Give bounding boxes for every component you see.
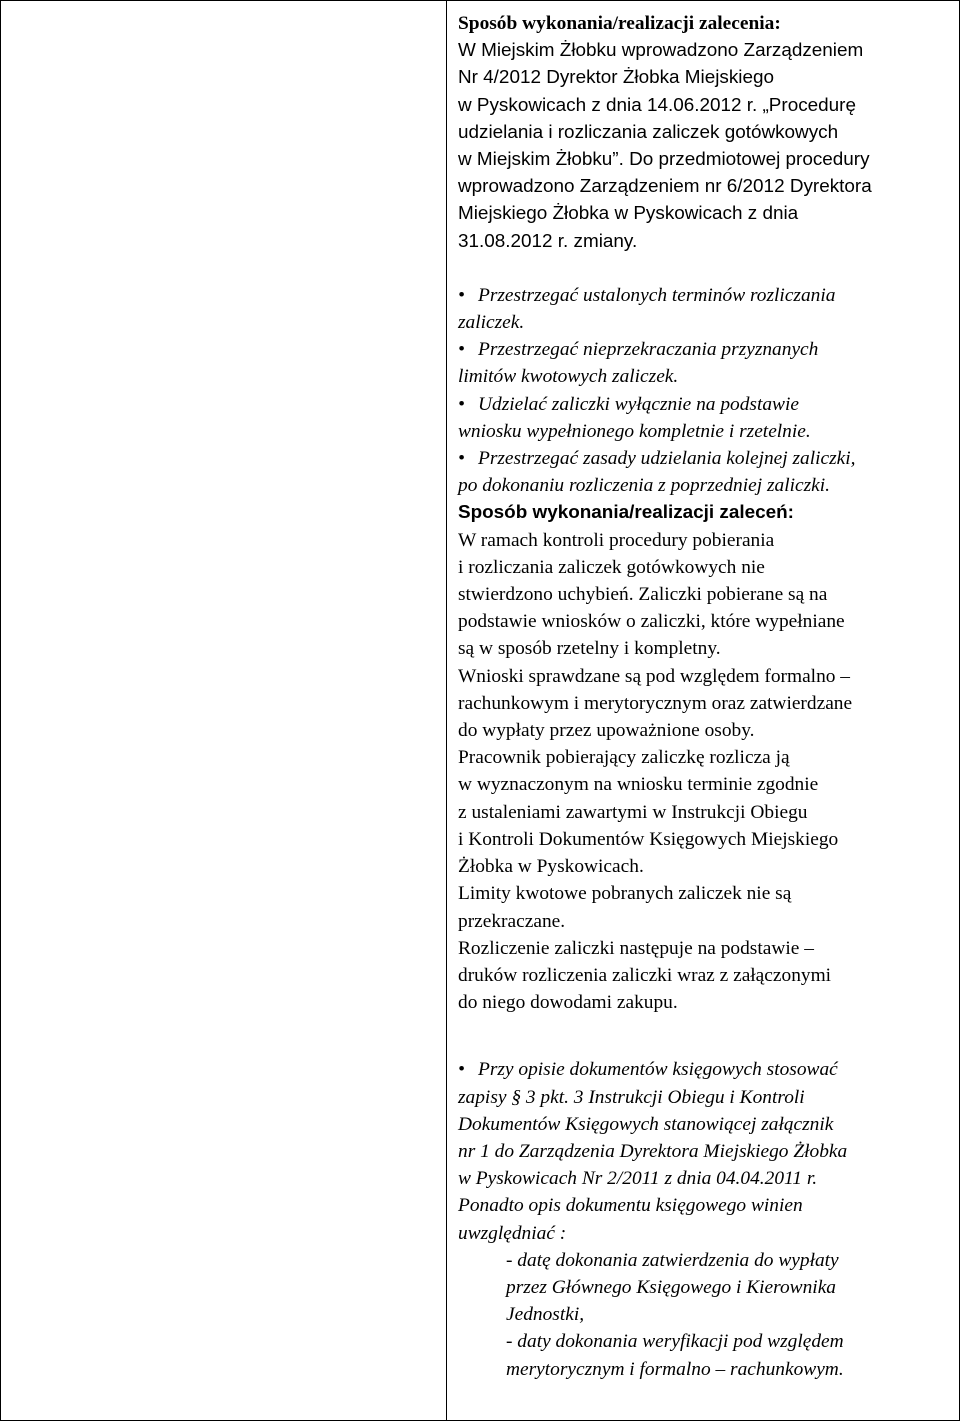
list-item: [458, 1056, 953, 1083]
text-line: podstawie wniosków o zaliczki, które wypełniane: [458, 611, 845, 633]
section-heading-2: Sposób wykonania/realizacji zaleceń:: [458, 502, 794, 524]
text-line: w Miejskim Żłobku”. Do przedmiotowej procedury: [458, 149, 870, 171]
text-line: Rozliczenie zaliczki następuje na podstawie –: [458, 937, 814, 959]
column-divider: [446, 0, 447, 1421]
bullet-icon: [458, 391, 478, 418]
list-item: [458, 391, 953, 418]
text-line: i Kontroli Dokumentów Księgowych Miejskiego: [458, 828, 839, 850]
text-line: Nr 4/2012 Dyrektor Żłobka Miejskiego: [458, 67, 775, 89]
list-item: [458, 445, 953, 472]
text-line: Wnioski sprawdzane są pod względem formalno –: [458, 665, 851, 687]
text-line: i rozliczania zaliczek gotówkowych nie: [458, 556, 765, 578]
bullet-icon: [458, 1056, 478, 1083]
list-item-text: Przy opisie dokumentów księgowych stosować: [478, 1059, 838, 1081]
section-1-body: [458, 37, 953, 255]
text-line: rachunkowym i merytorycznym oraz zatwierdzane: [458, 692, 853, 714]
spacer: [458, 1016, 953, 1056]
recommendation-list: [458, 282, 953, 500]
text-line: stwierdzono uchybień. Zaliczki pobierane są na: [458, 584, 828, 606]
section-heading-1: Sposób wykonania/realizacji zalecenia:: [458, 13, 781, 34]
text-line: przekraczane.: [458, 910, 566, 932]
text-line: Pracownik pobierający zaliczkę rozlicza ją: [458, 747, 790, 769]
text-line: w Pyskowicach z dnia 14.06.2012 r. „Procedurę: [458, 94, 856, 116]
text-line: Miejskiego Żłobka w Pyskowicach z dnia: [458, 203, 799, 225]
list-item-continuation: po dokonaniu rozliczenia z poprzedniej zaliczki.: [458, 475, 830, 497]
text-line: do niego dowodami zakupu.: [458, 992, 678, 1014]
text-line: z ustaleniami zawartymi w Instrukcji Obiegu: [458, 801, 808, 823]
text-line: Ponadto opis dokumentu księgowego winien: [458, 1195, 803, 1217]
text-line: Dokumentów Księgowych stanowiącej załącznik: [458, 1113, 834, 1135]
text-line: Limity kwotowe pobranych zaliczek nie są: [458, 883, 792, 905]
indented-sublist: [458, 1247, 953, 1383]
text-line: są w sposób rzetelny i kompletny.: [458, 638, 721, 660]
bullet-icon: [458, 445, 478, 472]
text-line: przez Głównego Księgowego i Kierownika: [506, 1276, 836, 1298]
list-item-continuation: wniosku wypełnionego kompletnie i rzetelnie.: [458, 420, 811, 442]
text-line: uwzględniać :: [458, 1222, 567, 1244]
text-line: - daty dokonania weryfikacji pod względem: [506, 1331, 844, 1353]
text-line: druków rozliczenia zaliczki wraz z załączonymi: [458, 964, 832, 986]
list-item-text: Przestrzegać zasady udzielania kolejnej zaliczki,: [478, 448, 856, 470]
text-line: merytorycznym i formalno – rachunkowym.: [506, 1358, 844, 1380]
text-line: W Miejskim Żłobku wprowadzono Zarządzeniem: [458, 40, 864, 62]
document-description-item: [458, 1056, 953, 1382]
list-item-continuation: limitów kwotowych zaliczek.: [458, 366, 679, 388]
section-2-body: [458, 527, 953, 1017]
text-line: - datę dokonania zatwierdzenia do wypłaty: [506, 1249, 839, 1271]
bullet-icon: [458, 336, 478, 363]
text-line: zapisy § 3 pkt. 3 Instrukcji Obiegu i Kontroli: [458, 1086, 805, 1108]
list-item-text: Przestrzegać ustalonych terminów rozliczania: [478, 284, 836, 306]
list-item-continuation: zaliczek.: [458, 312, 525, 334]
text-line: Jednostki,: [506, 1304, 585, 1326]
text-line: w Pyskowicach Nr 2/2011 z dnia 04.04.2011 r.: [458, 1168, 818, 1190]
text-line: nr 1 do Zarządzenia Dyrektora Miejskiego Żłobka: [458, 1140, 848, 1162]
text-line: udzielania i rozliczania zaliczek gotówkowych: [458, 121, 839, 143]
list-item-text: Przestrzegać nieprzekraczania przyznanych: [478, 339, 819, 361]
text-line: Żłobka w Pyskowicach.: [458, 856, 644, 878]
text-line: W ramach kontroli procedury pobierania: [458, 529, 775, 551]
text-line: 31.08.2012 r. zmiany.: [458, 230, 638, 252]
right-column: [458, 10, 953, 1383]
spacer: [458, 255, 953, 282]
list-item: [458, 282, 953, 309]
text-line: do wypłaty przez upoważnione osoby.: [458, 720, 755, 742]
bullet-icon: [458, 282, 478, 309]
text-line: w wyznaczonym na wniosku terminie zgodnie: [458, 774, 819, 796]
text-line: wprowadzono Zarządzeniem nr 6/2012 Dyrektora: [458, 176, 872, 198]
list-item-text: Udzielać zaliczki wyłącznie na podstawie: [478, 393, 799, 415]
list-item: [458, 336, 953, 363]
